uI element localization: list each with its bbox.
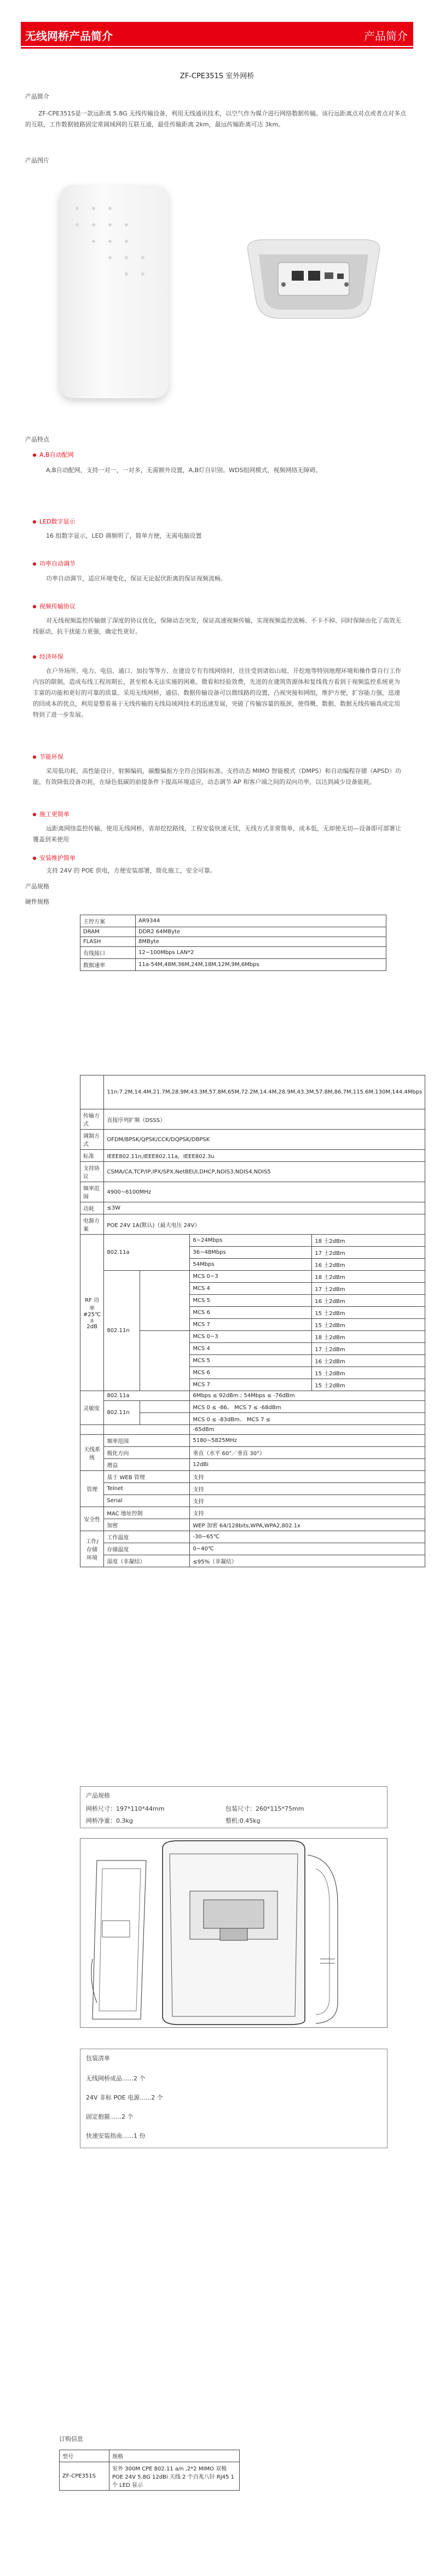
table-value: 垂直（水平 60°／垂直 30°） (190, 1447, 425, 1459)
pics-label: 产品图片 (25, 157, 49, 164)
power-cell: 15 土2dBm (312, 1367, 425, 1379)
table-key: 湿度（非凝结） (104, 1555, 190, 1567)
security-label: 安全性 (80, 1507, 104, 1531)
power-cell: 16 土2dBm (312, 1355, 425, 1367)
table-value: 0~40℃ (190, 1543, 425, 1555)
mode-label: 802.11n (104, 1401, 140, 1425)
feature-title: 施工更简单 (33, 810, 70, 818)
table-key: 主控方案 (80, 915, 136, 927)
table-key: 标准 (80, 1150, 104, 1162)
feature-text: A,B自动配网，支持一对一，一对多，无需额外设置，A,B灯自识别。WDS组网模式，视频网络无障碍。 (46, 467, 322, 474)
table-value: 支持 (190, 1471, 425, 1483)
table-row (80, 1555, 425, 1567)
feature-title: 视频传输协议 (33, 602, 76, 610)
power-cell: 15 土2dBm (312, 1319, 425, 1331)
dot-pattern (76, 207, 152, 294)
table-value: 11a-54M,48M,36M,24M,18M,12M,9M,6Mbps (136, 959, 386, 971)
table-row (60, 2450, 240, 2462)
table-key: 工作温度 (104, 1531, 190, 1543)
table-key: 加密 (104, 1519, 190, 1531)
feature-title: 节能环保 (33, 752, 63, 761)
table-value: 5180~5825MHz (190, 1435, 425, 1447)
sensitivity-value: MCS 0 ≤ -86、 MCS 7 ≤ -68dBm (190, 1401, 425, 1413)
bullet-icon (33, 605, 36, 608)
table-row (80, 1109, 425, 1130)
header-banner (21, 22, 413, 46)
dims-net: 网桥净重：0.3kg (86, 1817, 133, 1824)
feature-title: LED数字显示 (33, 517, 76, 526)
table-row (80, 1182, 425, 1202)
table-key: Telnet (104, 1483, 190, 1495)
table-row (80, 1519, 425, 1531)
mode-label: 802.11a (104, 1391, 190, 1401)
sensitivity-value: MCS 0 ≤ -83dBm、 MCS 7 ≤ (190, 1413, 425, 1425)
rate-cell: MCS 0~3 (190, 1331, 312, 1343)
environment-label: 工作/存储 环境 (80, 1531, 104, 1567)
bullet-icon (33, 857, 36, 860)
table-row (80, 1235, 425, 1247)
power-cell: 18 土2dBm (312, 1271, 425, 1283)
intro-text: ZF-CPE351S是一款远距离 5.8G 无线传输设备，利用无线通讯技术，以空气作为媒介进行网络数据传输。该行远距离点对点或者点对多点的互联，工作数据链路固定常阔域网的互联互通，最佳传输距离 2km，最远传输距离可达 3km。 (25, 110, 407, 128)
table-row (80, 915, 386, 927)
rate-cell: MCS 0~3 (190, 1271, 312, 1283)
sensitivity-value: 6Mbps ≤ 92dBm ; 54Mbps ≤ -76dBm (190, 1391, 425, 1401)
power-cell: 15 土2dBm (312, 1379, 425, 1391)
table-key: 电源方案 (80, 1214, 104, 1235)
list-item: 快速安装指南......1 份 (86, 2132, 146, 2139)
ht20-label (140, 1401, 190, 1413)
table-key: 数据速率 (80, 959, 136, 971)
table-value: 12~100Mbps LAN*2 (136, 947, 386, 959)
order-table (59, 2450, 240, 2491)
header-rule (21, 47, 413, 49)
table-value: 支持 (190, 1507, 425, 1519)
table-row (60, 2462, 240, 2491)
feature-text: 16 组数字显示，LED 调频明了，简单方便，无需电脑设置 (46, 532, 202, 539)
management-label: 管理 (80, 1471, 104, 1507)
feature-text: 功率自动调节，适应环境变化，保证无论起伏距离的保证视频流畅。 (46, 575, 227, 582)
packing-box (80, 2049, 387, 2148)
feature-title: 经济环保 (33, 652, 63, 661)
header-right: 产品简介 (364, 30, 408, 43)
ht20-label (140, 1271, 190, 1331)
table-value: AR9344 (136, 915, 386, 927)
order-label: 订购信息 (59, 2435, 83, 2443)
table-row (80, 1507, 425, 1519)
sensitivity-value: -65dBm (190, 1425, 425, 1435)
intro-label: 产品简介 (25, 93, 49, 100)
bullet-icon (33, 813, 36, 816)
rate-cell: 6~24Mbps (190, 1235, 312, 1247)
table-key: 频率范围 (104, 1435, 190, 1447)
table-value: 8MByte (136, 937, 386, 947)
header-title: 无线网桥产品简介 (25, 30, 113, 43)
rate-cell: MCS 4 (190, 1343, 312, 1355)
rate-cell: MCS 7 (190, 1319, 312, 1331)
power-cell: 18 土2dBm (312, 1235, 425, 1247)
table-value: 支持 (190, 1495, 425, 1507)
table-row (80, 1435, 425, 1447)
table-row (80, 1075, 425, 1109)
power-cell: 15 土2dBm (312, 1307, 425, 1319)
rate-cell: MCS 4 (190, 1283, 312, 1295)
table-value: 4900~6100MHz (104, 1182, 425, 1202)
packing-label: 包装清单 (86, 2055, 110, 2062)
table-value: 直接序列扩频（DSSS） (104, 1109, 425, 1130)
table-value: -30~65℃ (190, 1531, 425, 1543)
table-value: WEP 加密 64/128bits,WPA,WPA2,802.1x (190, 1519, 425, 1531)
dims-size: 网桥尺寸：197*110*44mm (86, 1805, 165, 1812)
feature-title: 功率自动调节 (33, 559, 76, 568)
feature-title: A,B自动配网 (33, 450, 74, 459)
order-header: 规格 (109, 2450, 240, 2462)
table-key: 传输方式 (80, 1109, 104, 1130)
table-row (80, 1202, 425, 1214)
hw-label: 硬件规格 (25, 898, 49, 905)
table-value: CSMA/CA,TCP/IP,IPX/SPX,NetBEUI,DHCP,NDIS3,NDIS4,NDIS5 (104, 1162, 425, 1182)
feature-text: 在户外场所、电力、电信、通口、加拉等等方、在建设专有有线网络时，往往受到诸如山坡、开挖地等特别地理环境和操作算自行工作内容的限制，造成布线工程周期长，甚至根本无法实施的困难。微看和经验效费，先进的在建筑资源体和复线我方看到于视频监控系统更为丰富的功能和更好的可靠的质量。采用无线网桥，通信、数据传输设备可以微线路的设置，凸视突接和网组，维护方便，扩容能力强，迅速的回成本的优点，利用是整看基于无线传输的无线局域网技术的迅速发展，突破了传输容量的瓶颈，使得概、数据、数据无线传输真成定用特到了进一步发展。 (33, 667, 401, 718)
table-row (80, 1401, 425, 1413)
table-key: 基于 WEB 管理 (104, 1471, 190, 1483)
table-value: DDR2 64MByte (136, 927, 386, 937)
rate-cell: MCS 5 (190, 1295, 312, 1307)
hardware-table (80, 915, 386, 971)
sensitivity-label: 灵敏度 (80, 1391, 104, 1425)
product-photo-front (59, 185, 169, 398)
list-item: 固定抱箍......2 个 (86, 2113, 134, 2120)
dimensions-box (80, 1786, 387, 1828)
mode-label: 802.11n (104, 1271, 140, 1391)
list-item: 无线网桥成品......2 个 (86, 2075, 146, 2082)
table-row (80, 1447, 425, 1459)
table-key: 支持协议 (80, 1162, 104, 1182)
bullet-icon (33, 562, 36, 566)
table-row (80, 1483, 425, 1495)
table-value: OFDM/BPSK/QPSK/CCK/DQPSK/DBPSK (104, 1130, 425, 1150)
table-row (80, 1391, 425, 1401)
rates-cell: 11n:7.2M,14.4M,21.7M,28.9M,43.3M,57.8M,65M,72.2M,14.4M,28.9M,43.3M,57.8M,86.7M,115.6M,130M,144.4Mbps (104, 1075, 425, 1109)
rate-cell: MCS 5 (190, 1355, 312, 1367)
spec-table (80, 1075, 425, 1567)
bullet-icon (33, 755, 36, 759)
table-key: 存储温度 (104, 1543, 190, 1555)
table-row (80, 937, 386, 947)
dims-label: 产品规格 (86, 1792, 110, 1799)
power-cell: 16 土2dBm (312, 1295, 425, 1307)
dims-gross: 整机:0.45kg (225, 1817, 261, 1824)
table-value: POE 24V 1A(默认)（最大电压 24V） (104, 1214, 425, 1235)
ht40-label (140, 1413, 190, 1425)
feature-text: 对无线视频监控传输做了深度的协议优化，保障动态突发，保证高速视频传输，实现视频监控流畅、不卡不掉、同时保障由化了高效无线驱动，抗干扰能力更强，确定性更好。 (33, 617, 401, 635)
table-row (80, 1162, 425, 1182)
table-value: IEEE802.11n,IEEE802.11a，IEEE802.3u (104, 1150, 425, 1162)
feature-title: 安装维护简单 (33, 853, 76, 862)
bullet-icon (33, 453, 36, 457)
list-item: 24V 非标 POE 电源......2 个 (86, 2094, 163, 2101)
rf-power-label: RF 功率 #25℃± 2dB (80, 1235, 104, 1391)
feature-text: 远距离网络监控传输，使用无线网桥，省却挖挖路线，工程安装快速无忧，无线方式非常简单，成本低，无却使无切—设备即可部署让覆盖到来使用 (33, 825, 401, 843)
table-key: Serial (104, 1495, 190, 1507)
mode-label: 802.11a (104, 1235, 190, 1271)
table-row (80, 1531, 425, 1543)
bullet-icon (33, 520, 36, 524)
ht40-label (140, 1331, 190, 1391)
power-cell: 17 土2dBm (312, 1343, 425, 1355)
feature-text: 支持 24V 的 POE 供电，方便安装部署，简化施工，安全可靠。 (46, 867, 216, 874)
table-row (80, 1471, 425, 1483)
bullet-icon (33, 655, 36, 659)
table-key: 调制方式 (80, 1130, 104, 1150)
table-key: MAC 地址控制 (104, 1507, 190, 1519)
table-key: 频率范围 (80, 1182, 104, 1202)
technical-drawing (80, 1838, 387, 2028)
table-key: FLASH (80, 937, 136, 947)
table-row (80, 1214, 425, 1235)
power-cell: 18 土2dBm (312, 1331, 425, 1343)
rate-cell: MCS 6 (190, 1307, 312, 1319)
table-key: 极化方向 (104, 1447, 190, 1459)
features-label: 产品特点 (25, 436, 49, 443)
table-key: 功耗 (80, 1202, 104, 1214)
table-row (80, 947, 386, 959)
table-value: 12dBi (190, 1459, 425, 1471)
antenna-label: 天线系统 (80, 1435, 104, 1471)
order-header: 型号 (60, 2450, 109, 2462)
table-value: ≤95%（非凝结） (190, 1555, 425, 1567)
power-cell: 17 土2dBm (312, 1247, 425, 1259)
table-row (80, 1150, 425, 1162)
table-row (80, 1543, 425, 1555)
table-row (80, 1271, 425, 1283)
order-desc: 室外 300M CPE 802.11 a/n ,2*2 MIMO 双极 POE 24V 5.8G 12dBi 天线 2 个百兆八针 RJ45 1 个 LED 显示 (109, 2462, 240, 2491)
power-cell: 16 土2dBm (312, 1259, 425, 1271)
table-row (80, 927, 386, 937)
rate-cell: MCS 6 (190, 1367, 312, 1379)
table-key: DRAM (80, 927, 136, 937)
dims-pack: 包装尺寸：260*115*75mm (225, 1805, 304, 1812)
table-row (80, 1459, 425, 1471)
table-row (80, 1495, 425, 1507)
table-key: 有线接口 (80, 947, 136, 959)
table-row (80, 1425, 425, 1435)
table-row (80, 959, 386, 971)
table-key: 增益 (104, 1459, 190, 1471)
power-cell: 17 土2dBm (312, 1283, 425, 1295)
doc-title: ZF-CPE351S 室外网桥 (180, 72, 254, 80)
feature-text: 采用低功耗，高性能设计，射频编码，碳酸偏振方全符合国际标准。支持动态 MIMO 智能模式（DMPS）和自动编程存储（APSD）功能，有效降低设备功耗，在绿色低碳的前提条件下提高环境适应，动态调节 AP 和客户端之间的双向功率，以达到减少设备能耗。 (33, 767, 402, 786)
rate-cell: 54Mbps (190, 1259, 312, 1271)
table-value: ≤3W (104, 1202, 425, 1214)
table-row (80, 1130, 425, 1150)
order-model: ZF-CPE351S (60, 2462, 109, 2491)
params-label: 产品规格 (25, 883, 49, 890)
table-value: 支持 (190, 1483, 425, 1495)
rate-cell: MCS 7 (190, 1379, 312, 1391)
rate-cell: 36~48Mbps (190, 1247, 312, 1259)
product-photo-bottom (240, 230, 387, 328)
